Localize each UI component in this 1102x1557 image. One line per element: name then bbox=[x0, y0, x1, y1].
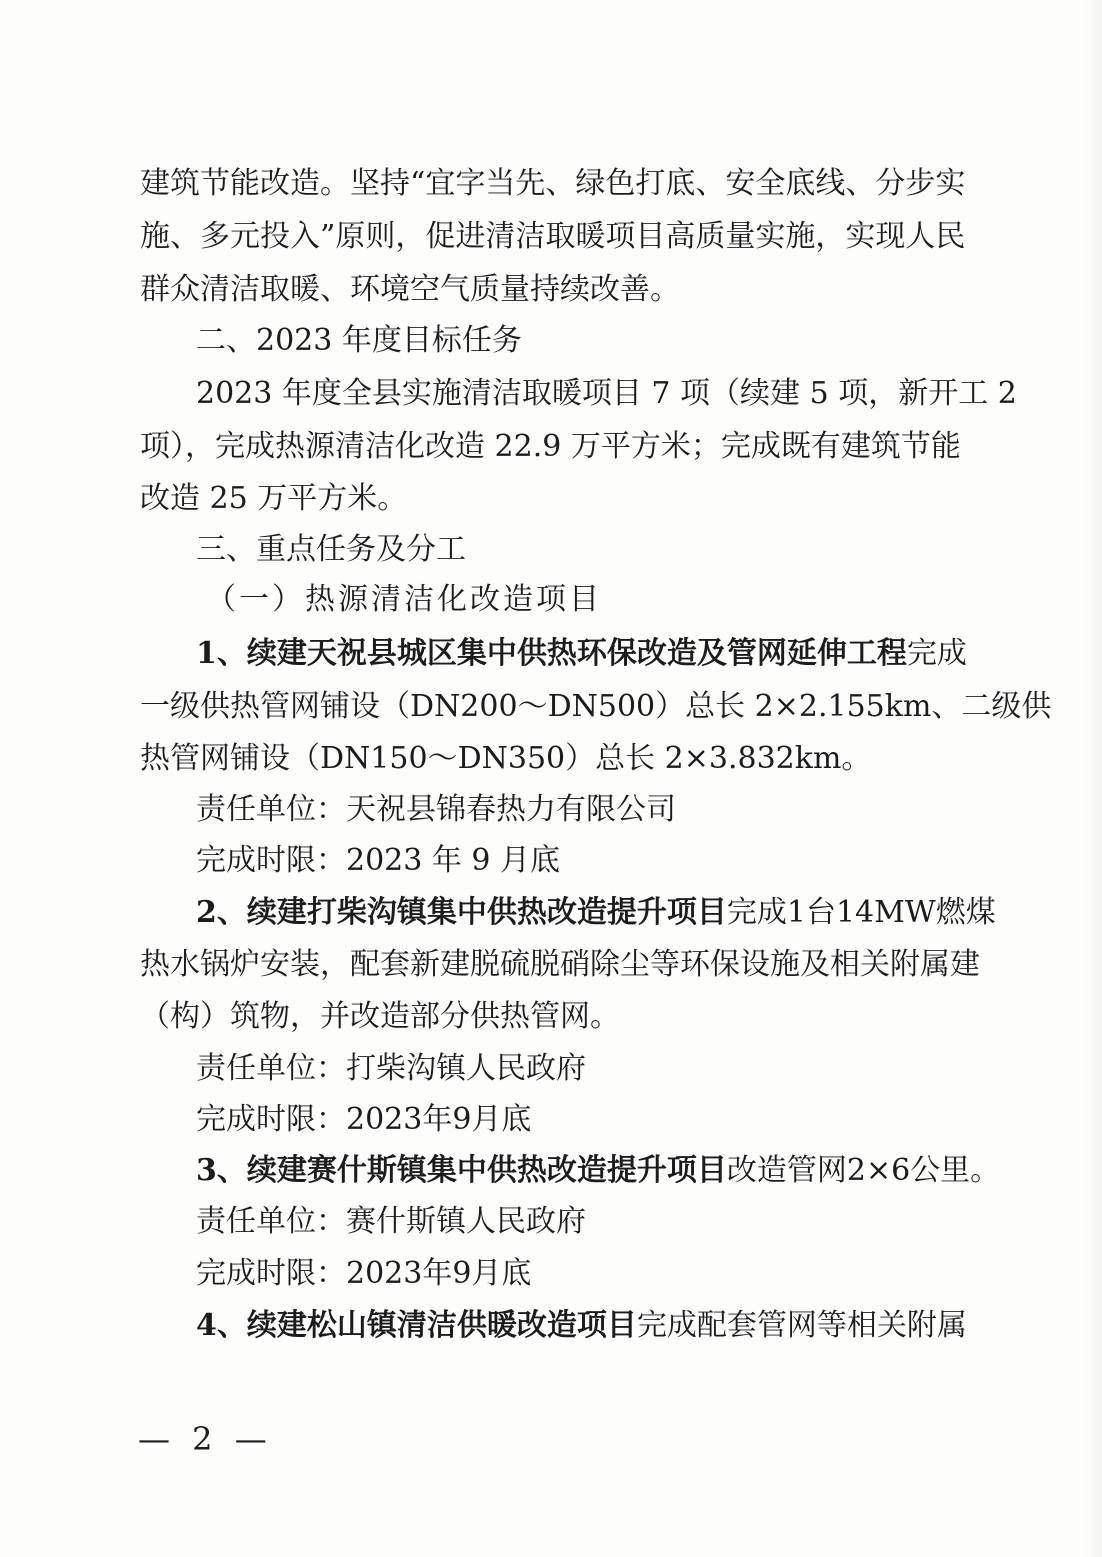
item-1-line1 bbox=[196, 628, 967, 680]
item-4-title: 4、续建松山镇清洁供暖改造项目 bbox=[196, 1308, 637, 1343]
item-1-title: 1、续建天祝县城区集中供热环保改造及管网延伸工程 bbox=[196, 636, 907, 671]
paragraph-line: 群众清洁取暖、环境空气质量持续改善。 bbox=[140, 272, 680, 307]
paragraph-line: 建筑节能改造。坚持“宜字当先、绿色打底、安全底线、分步实 bbox=[140, 166, 966, 201]
item-2-deadline: 完成时限：2023年9月底 bbox=[196, 1102, 532, 1137]
item-2-responsible: 责任单位：打柴沟镇人民政府 bbox=[196, 1051, 586, 1086]
item-1-text: 完成 bbox=[906, 636, 967, 671]
paragraph-line: 改造 25 万平方米。 bbox=[140, 481, 408, 516]
item-1-line3: 热管网铺设（DN150～DN350）总长 2×3.832km。 bbox=[140, 741, 872, 776]
item-3-line1 bbox=[196, 1145, 1001, 1197]
item-2-line1 bbox=[196, 887, 996, 939]
item-4-line1 bbox=[196, 1300, 967, 1352]
item-3-text: 改造管网2×6公里。 bbox=[726, 1153, 1001, 1188]
item-1-line2: 一级供热管网铺设（DN200～DN500）总长 2×2.155km、二级供 bbox=[140, 689, 1052, 724]
section-heading-2: 二、2023 年度目标任务 bbox=[196, 323, 522, 358]
item-2-line3: （构）筑物，并改造部分供热管网。 bbox=[140, 999, 620, 1034]
item-3-deadline: 完成时限：2023年9月底 bbox=[196, 1256, 532, 1291]
paragraph-line: 2023 年度全县实施清洁取暖项目 7 项（续建 5 项，新开工 2 bbox=[196, 376, 1017, 411]
subsection-heading: （一）热源清洁化改造项目 bbox=[206, 582, 602, 617]
scan-edge-shadow bbox=[1084, 0, 1102, 1557]
item-1-deadline: 完成时限：2023 年 9 月底 bbox=[196, 843, 561, 878]
item-2-text: 完成1台14MW燃煤 bbox=[726, 895, 996, 930]
page-number: — 2 — bbox=[138, 1420, 273, 1458]
item-3-responsible: 责任单位：赛什斯镇人民政府 bbox=[196, 1204, 586, 1239]
item-1-responsible: 责任单位：天祝县锦春热力有限公司 bbox=[196, 792, 676, 827]
section-heading-3: 三、重点任务及分工 bbox=[196, 532, 466, 567]
paragraph-line: 项），完成热源清洁化改造 22.9 万平方米；完成既有建筑节能 bbox=[140, 429, 961, 464]
item-2-title: 2、续建打柴沟镇集中供热改造提升项目 bbox=[196, 895, 727, 930]
item-4-text: 完成配套管网等相关附属 bbox=[636, 1308, 967, 1343]
item-3-title: 3、续建赛什斯镇集中供热改造提升项目 bbox=[196, 1153, 727, 1188]
item-2-line2: 热水锅炉安装，配套新建脱硫脱硝除尘等环保设施及相关附属建 bbox=[140, 947, 980, 982]
paragraph-line: 施、多元投入”原则，促进清洁取暖项目高质量实施，实现人民 bbox=[140, 219, 966, 254]
